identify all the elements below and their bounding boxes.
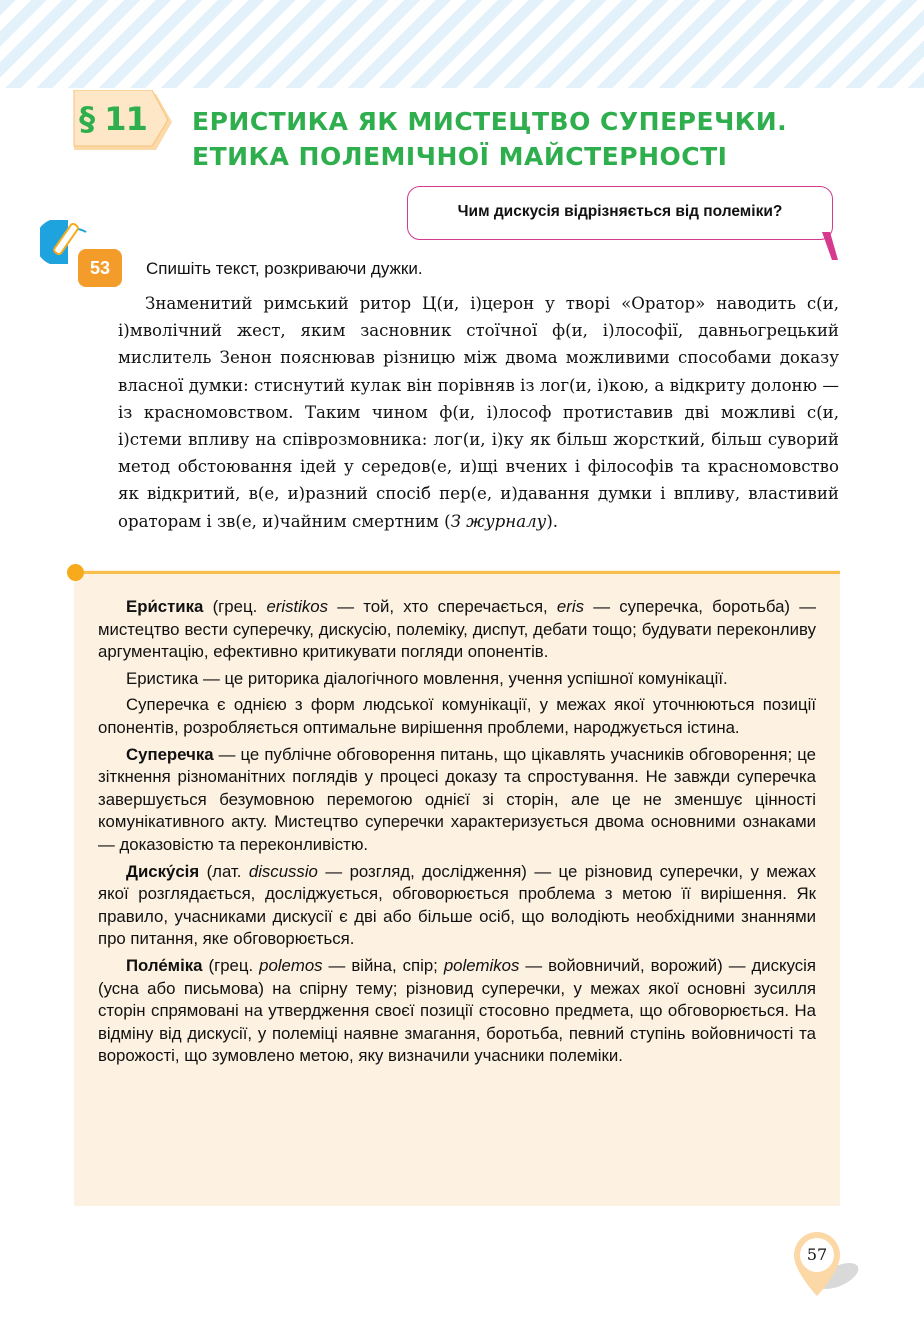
theory-paragraph-eristics (98, 596, 816, 664)
theory-foreign-word: eris (556, 597, 584, 616)
theory-paragraph-polemic (98, 955, 816, 1068)
theory-text: — той, хто сперечається, (328, 597, 557, 616)
theory-content (98, 596, 816, 1072)
section-number: § 11 (79, 100, 147, 138)
theory-foreign-word: polemos (259, 955, 323, 975)
exercise-text-end: ). (546, 511, 559, 531)
theory-text: (лат. (199, 861, 249, 881)
term-argument: Суперечка (126, 744, 214, 764)
question-bubble (407, 186, 833, 240)
theory-text: — суперечка, боротьба) — мистецтво вести суперечку, дискусію, полеміку, диспут, дебати тощо; будувати переконливу аргументацію, ефективно критикувати погляди опонентів. (98, 597, 816, 662)
theory-text: (грец. (202, 955, 260, 975)
theory-paragraph-argument-communication: Суперечка є однією з форм людської комунікації, у межах якої уточнюються позиції опонентів, розробляється оптимальне вирішення проблеми, народжується істина. (98, 695, 816, 737)
theory-foreign-word: polemikos (443, 955, 520, 975)
exercise-body: Знаменитий римський ритор Ц(и, і)церон у творі «Оратор» наводить с(и, і)мволічний жест, яким засновник стоїчної ф(и, і)лософії, давньогрецький мислитель Зенон пояснював різницю між двома можливими способами доказу власної думки: стиснутий кулак він порівняв із лог(и, і)кою, а відкриту долоню — із красномовством. Таким чином ф(и, і)лософ протиставив дві можливі с(и, і)стеми впливу на співрозмовника: лог(и, і)ку як більш жорсткий, більш суворий метод обстоювання ідей у середов(е, и)щі вчених і філософів та красномовство як відкритий, в(е, и)разний спосіб пер(е, и)давання думки і впливу, властивий ораторам і зв(е, и)чайним смертним ( (118, 294, 839, 531)
theory-text: — війна, спір; (322, 955, 444, 975)
section-badge (72, 90, 164, 152)
question-text: Чим дискусія відрізняється від полеміки? (457, 203, 783, 220)
section-title-line-2: ЕТИКА ПОЛЕМІЧНОЇ МАЙСТЕРНОСТІ (192, 142, 728, 171)
page-number: 57 (806, 1245, 828, 1264)
theory-paragraph-eristics-rhetoric: Еристика — це риторика діалогічного мовлення, учення успішної комунікації. (126, 668, 728, 688)
theory-foreign-word: eristikos (266, 597, 328, 616)
theory-text: — розгляд, дослідження) — це різновид суперечки, у межах якої розглядається, досліджується, обговорюється проблема з метою її вирішення. Як правило, учасниками дискусії є дві або більше осіб, що володіють необхідними знаннями про питання, яке обговорюється. (98, 861, 816, 949)
theory-text: (грец. (203, 597, 267, 616)
theory-paragraph-argument (98, 744, 816, 857)
term-eristics: Ери́стика (126, 597, 204, 616)
exercise-number: 53 (89, 258, 111, 278)
theory-box-top-line (74, 571, 840, 574)
question-bubble-tail (822, 232, 840, 262)
term-polemic: Поле́міка (126, 955, 203, 975)
theory-paragraph-discussion (98, 861, 816, 951)
section-title-line-1: ЕРИСТИКА ЯК МИСТЕЦТВО СУПЕРЕЧКИ. (192, 107, 788, 136)
exercise-instruction: Спишіть текст, розкриваючи дужки. (146, 259, 423, 278)
exercise-text (118, 290, 839, 535)
header-stripe-band (0, 0, 924, 88)
term-discussion: Диску́сія (126, 861, 200, 881)
theory-text: — войовничий, ворожий) — дискусія (усна або письмова) на спірну тему; різновид суперечки, у межах якої основні зусилля сторін спрямовані на утвердження своєї позиції стосовно предмета, що обговорюється. На відміну від дискусії, у полеміці наявне змагання, боротьба, певний ступінь войовничості та ворожості, що зумовлено метою, яку визначили учасники полеміки. (98, 955, 816, 1066)
theory-marker-dot (67, 564, 84, 581)
page-number-badge (790, 1228, 864, 1302)
exercise-source: З журналу (450, 511, 547, 531)
theory-text: — це публічне обговорення питань, що цікавлять учасників обговорення; це зіткнення різноманітних поглядів у процесі доказу та спростування. Не завжди суперечка завершується безумовною перемогою однієї зі сторін, але це не зменшує цінності комунікативного акту. Мистецтво суперечки характеризується двома основними ознаками — доказовістю та переконливістю. (98, 744, 816, 854)
section-title (192, 104, 892, 174)
theory-foreign-word: discussio (248, 861, 318, 881)
